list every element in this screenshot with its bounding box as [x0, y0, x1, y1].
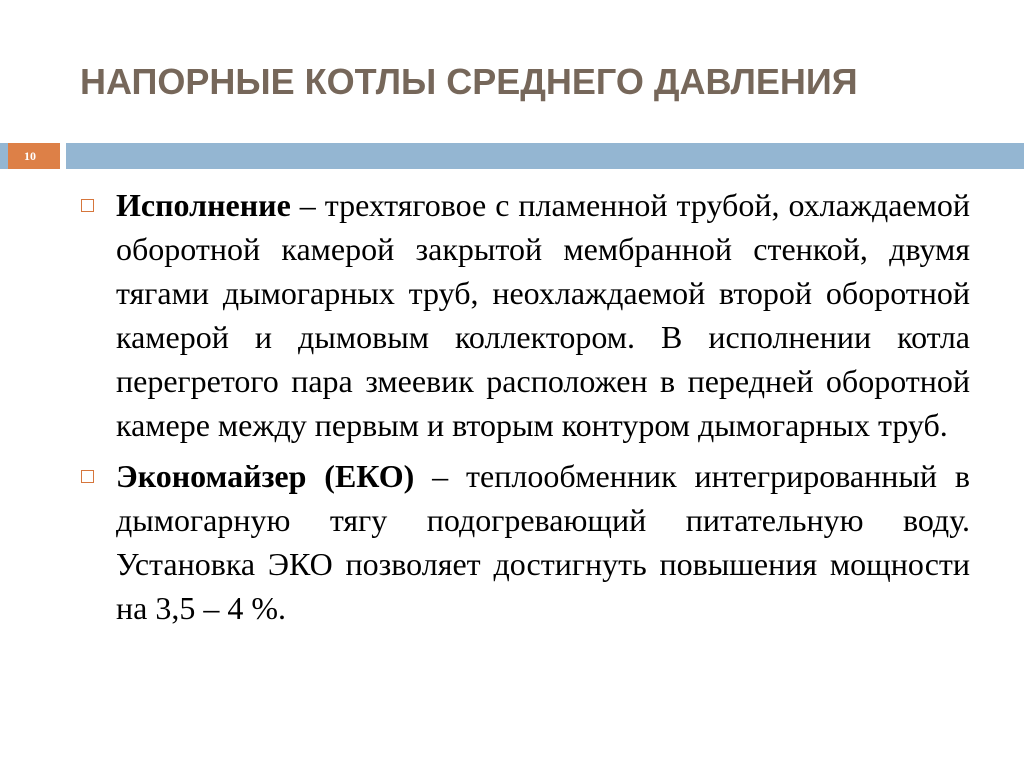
- bullet-item-execution: [78, 183, 970, 447]
- bullet-term: Экономайзер (ЕКО): [116, 458, 415, 494]
- square-bullet-icon: [81, 470, 94, 483]
- square-bullet-icon: [81, 199, 94, 212]
- bullet-text: – трехтяговое с пламенной трубой, охлаждаемой оборотной камерой закрытой мембранной стенкой, двумя тягами дымогарных труб, неохлаждаемой второй оборотной камерой и дымовым коллектором. В исполнении котла перегретого пара змеевик расположен в передней оборотной камере между первым и вторым контуром дымогарных труб.: [116, 187, 970, 443]
- bullet-text: – теплообменник интегрированный в дымогарную тягу подогревающий питательную воду. Установка ЭКО позволяет достигнуть повышения мощности на 3,5 – 4 %.: [116, 458, 971, 626]
- slide-number: 10: [8, 143, 60, 169]
- header-rule-left: [0, 143, 8, 169]
- bullet-item-economizer: [78, 454, 970, 630]
- header-rule: [66, 143, 1024, 169]
- bullet-list: [78, 183, 970, 637]
- slide-title: НАПОРНЫЕ КОТЛЫ СРЕДНЕГО ДАВЛЕНИЯ: [80, 61, 858, 102]
- bullet-term: Исполнение: [116, 187, 291, 223]
